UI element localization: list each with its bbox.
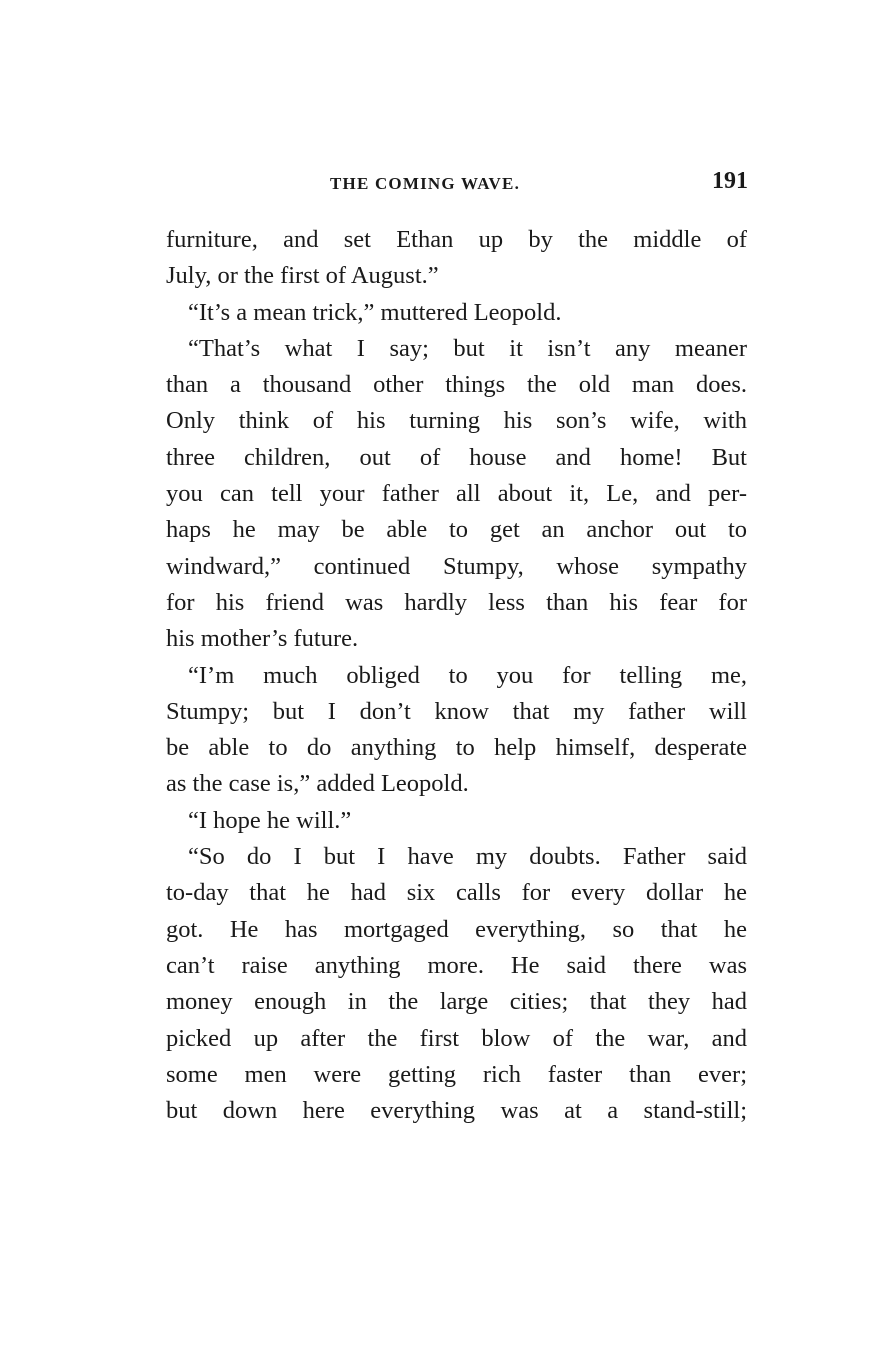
text-line: than a thousand other things the old man does. — [166, 371, 747, 399]
text-line: windward,” continued Stumpy, whose sympathy — [166, 552, 747, 580]
page-number: 191 — [712, 168, 748, 194]
text-line: for his friend was hardly less than his fear for — [166, 588, 747, 616]
text-line: Stumpy; but I don’t know that my father will — [166, 697, 747, 725]
text-line: “That’s what I say; but it isn’t any meaner — [188, 334, 747, 362]
text-line: Only think of his turning his son’s wife, with — [166, 407, 747, 435]
text-line: be able to do anything to help himself, desperate — [166, 734, 747, 762]
text-line: money enough in the large cities; that they had — [166, 988, 747, 1016]
running-head — [330, 174, 520, 194]
text-line: furniture, and set Ethan up by the middle of — [166, 226, 747, 253]
text-line: got. He has mortgaged everything, so that he — [166, 915, 747, 943]
text-line: as the case is,” added Leopold. — [166, 770, 469, 798]
text-line: can’t raise anything more. He said there was — [166, 951, 747, 979]
text-line: July, or the first of August.” — [166, 262, 439, 290]
body-text — [166, 222, 747, 1129]
text-line: to-day that he had six calls for every dollar he — [166, 879, 747, 907]
text-line: picked up after the first blow of the war, and — [166, 1024, 747, 1052]
text-line: haps he may be able to get an anchor out to — [166, 516, 747, 544]
text-line: “I hope he will.” — [188, 806, 352, 834]
text-line: some men were getting rich faster than ever; — [166, 1060, 747, 1088]
text-line: but down here everything was at a stand-still; — [166, 1097, 747, 1125]
text-line: his mother’s future. — [166, 625, 359, 653]
running-title: THE COMING WAVE. — [330, 174, 521, 193]
text-line: you can tell your father all about it, Le, and per- — [166, 480, 747, 508]
text-line: “It’s a mean trick,” muttered Leopold. — [188, 298, 562, 326]
text-line: three children, out of house and home! But — [166, 443, 747, 471]
text-line: “So do I but I have my doubts. Father said — [188, 843, 747, 871]
text-line: “I’m much obliged to you for telling me, — [188, 661, 747, 689]
